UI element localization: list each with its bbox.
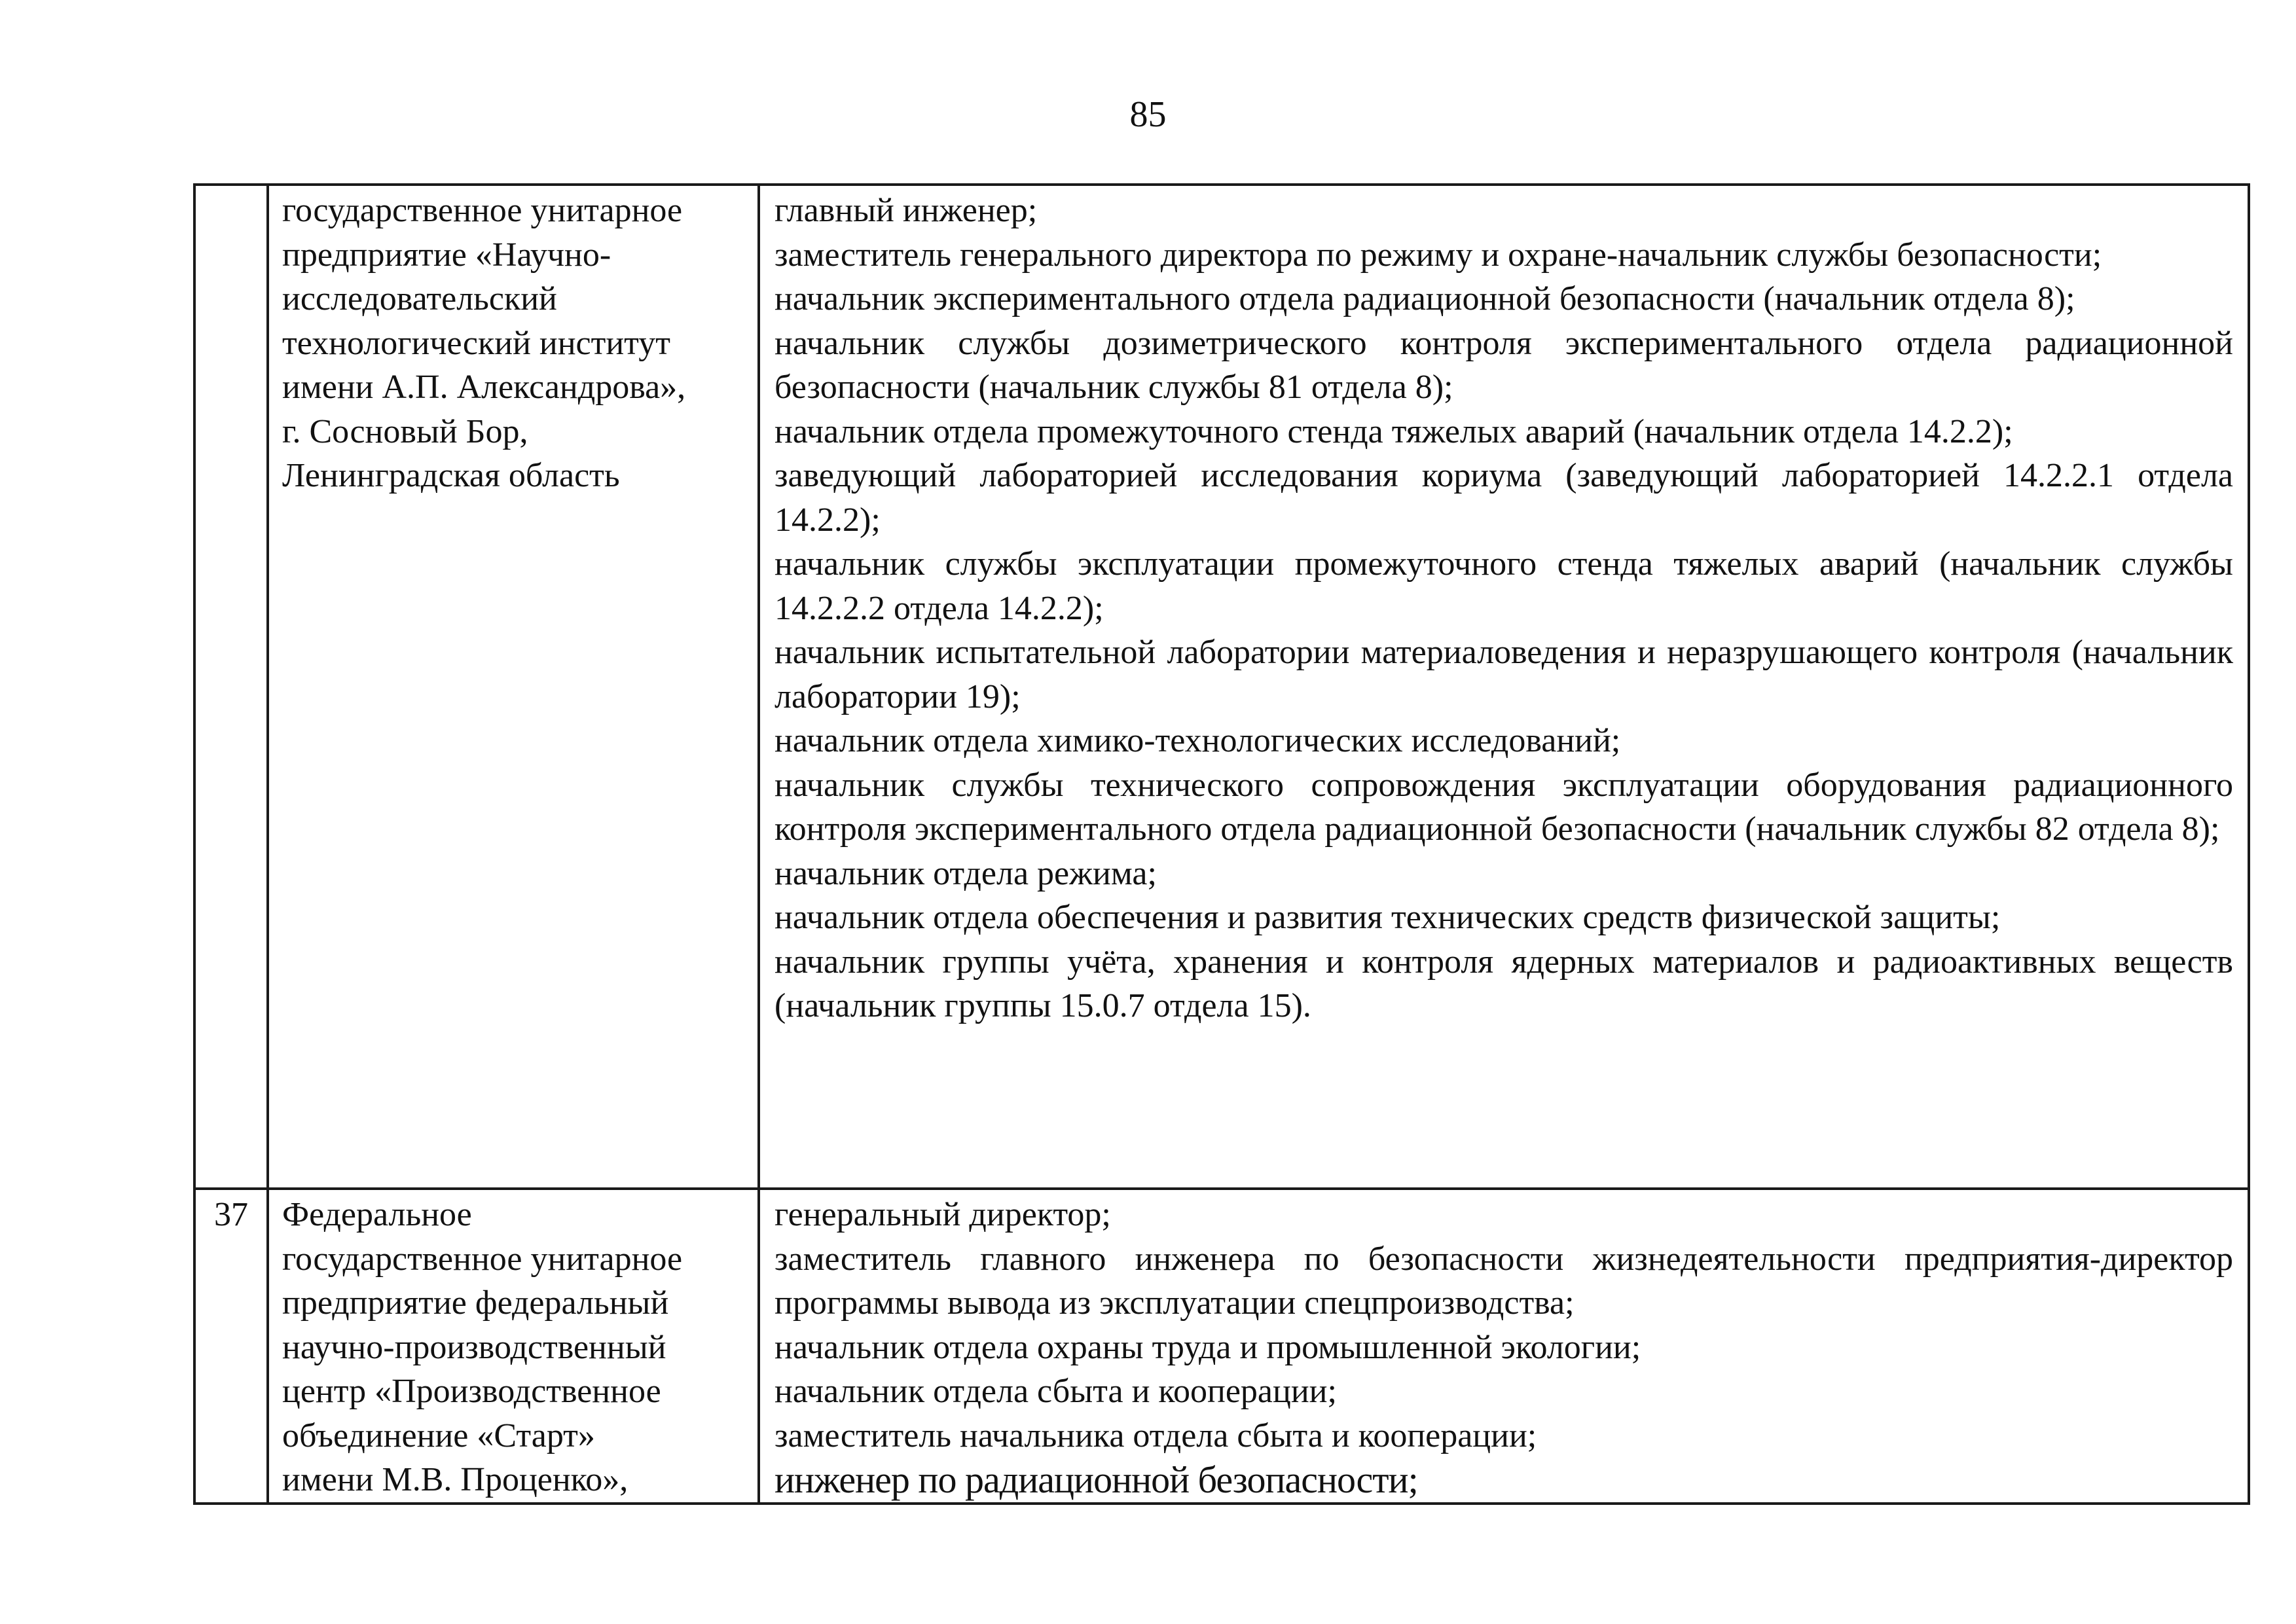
position-item: заместитель начальника отдела сбыта и кооперации; <box>774 1416 1537 1454</box>
organization-line: предприятие федеральный <box>282 1284 669 1322</box>
position-item: начальник службы дозиметрического контроля экспериментального отдела радиационной безопасности (начальник службы 81 отдела 8); <box>774 324 2233 406</box>
organization-line: имени М.В. Проценко», <box>282 1461 629 1498</box>
positions-table <box>193 183 2250 1505</box>
organization-line: имени А.П. Александрова», <box>282 369 686 406</box>
position-item: генеральный директор; <box>774 1196 1111 1233</box>
organization-cell <box>268 185 759 1189</box>
organization-line: научно-производственный <box>282 1328 666 1366</box>
position-item: начальник испытательной лаборатории материаловедения и неразрушающего контроля (начальник лаборатории 19); <box>774 634 2233 715</box>
positions-cell <box>759 1189 2249 1504</box>
positions-cell <box>759 185 2249 1189</box>
position-item: начальник отдела сбыта и кооперации; <box>774 1373 1337 1410</box>
organization-line: государственное унитарное <box>282 1240 683 1278</box>
table-row <box>194 185 2249 1189</box>
position-item: инженер по радиационной безопасности; <box>774 1458 1418 1501</box>
position-item: начальник отдела обеспечения и развития технических средств физической защиты; <box>774 899 2001 936</box>
row-number: 37 <box>194 1189 268 1504</box>
position-item: начальник отдела химико-технологических исследований; <box>774 722 1621 759</box>
position-item: заведующий лабораторией исследования кориума (заведующий лабораторией 14.2.2.1 отдела 14.2.2); <box>774 457 2233 539</box>
row-number <box>194 185 268 1189</box>
position-item: начальник экспериментального отдела радиационной безопасности (начальник отдела 8); <box>774 280 2075 317</box>
organization-line: Федеральное <box>282 1196 472 1233</box>
position-item: начальник отдела охраны труда и промышленной экологии; <box>774 1328 1641 1366</box>
page-number: 85 <box>1129 94 1167 135</box>
position-item: начальник группы учёта, хранения и контроля ядерных материалов и радиоактивных веществ (начальник группы 15.0.7 отдела 15). <box>774 943 2233 1024</box>
organization-line: технологический институт <box>282 324 670 362</box>
position-item: начальник отдела режима; <box>774 854 1157 892</box>
position-item: начальник службы технического сопровождения эксплуатации оборудования радиационного контроля экспериментального отдела радиационной безопасности (начальник службы 82 отдела 8); <box>774 766 2233 848</box>
organization-line: центр «Производственное <box>282 1373 661 1410</box>
position-item: заместитель главного инженера по безопасности жизнедеятельности предприятия-директор программы вывода из эксплуатации спецпроизводства; <box>774 1240 2233 1322</box>
table-row <box>194 1189 2249 1504</box>
organization-line: исследовательский <box>282 280 557 317</box>
organization-line: государственное унитарное <box>282 192 683 229</box>
position-item: начальник отдела промежуточного стенда тяжелых аварий (начальник отдела 14.2.2); <box>774 412 2013 450</box>
organization-line: г. Сосновый Бор, <box>282 412 528 450</box>
organization-line: Ленинградская область <box>282 457 620 494</box>
position-item: заместитель генерального директора по режиму и охране-начальник службы безопасности; <box>774 236 2102 274</box>
organization-line: предприятие «Научно- <box>282 236 611 274</box>
organization-line: объединение «Старт» <box>282 1416 595 1454</box>
position-item: главный инженер; <box>774 192 1038 229</box>
position-item: начальник службы эксплуатации промежуточного стенда тяжелых аварий (начальник службы 14.2.2.2 отдела 14.2.2); <box>774 545 2233 627</box>
organization-cell <box>268 1189 759 1504</box>
